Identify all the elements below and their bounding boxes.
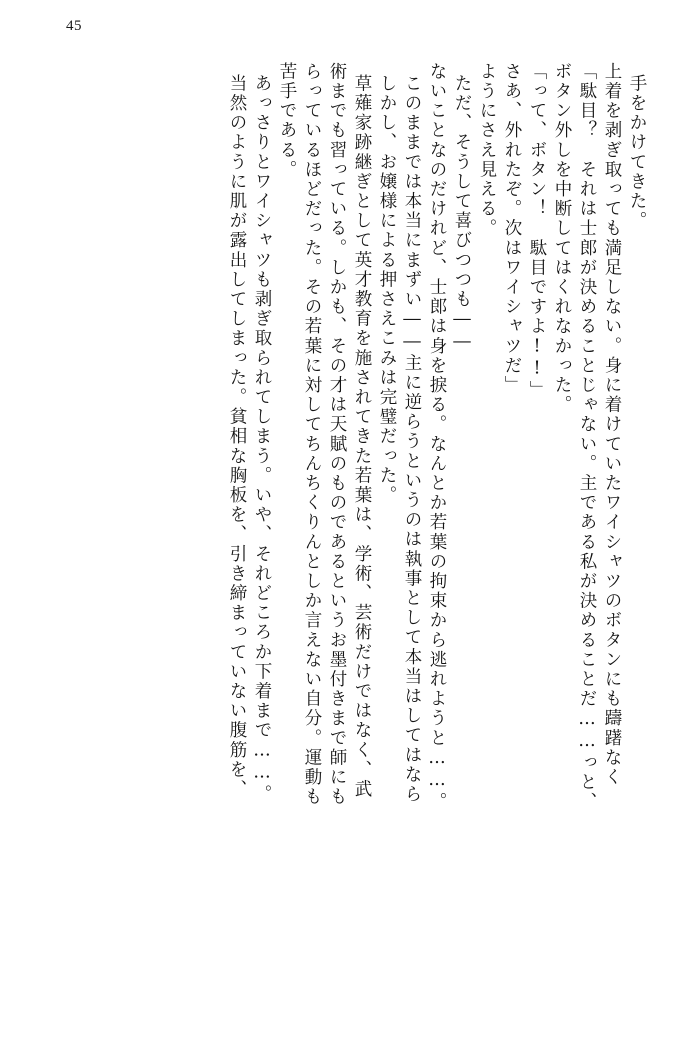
- text-line: 「駄目？ それは士郎が決めることじゃない。主である私が決めることだ……っと、: [577, 62, 597, 812]
- text-line: さあ、外れたぞ。次はワイシャツだ」: [502, 62, 522, 396]
- text-line: このままでは本当にまずい――主に逆らうというのは執事として本当はしてはなら: [402, 74, 422, 805]
- text-line: 苦手である。: [277, 62, 297, 180]
- text-line: 当然のように肌が露出してしまった。貧相な胸板を、引き締まっていない腹筋を、: [227, 74, 247, 800]
- text-line: あっさりとワイシャツも剥ぎ取られてしまう。いや、それどころか下着まで……。: [252, 74, 272, 805]
- text-line: 手をかけてきた。: [627, 74, 647, 231]
- page-number: 45: [66, 18, 82, 34]
- text-line: ないことなのだけれど、士郎は身を捩る。なんとか若葉の拘束から逃れようと……。: [427, 62, 447, 812]
- text-line: ただ、そうして喜びつつも――: [452, 74, 472, 354]
- text-line: らっているほどだった。その若葉に対してちんちくりんとしか言えない自分。運動も: [302, 62, 322, 807]
- text-line: ようにさえ見える。: [477, 62, 497, 239]
- text-line: 術までも習っている。しかも、その才は天賦のものであるというお墨付きまで師にも: [327, 62, 347, 807]
- text-line: 草薙家跡継ぎとして英才教育を施されてきた若葉は、学術、芸術だけではなく、武: [352, 74, 372, 800]
- text-line: 「って、ボタン！ 駄目ですよ!!」: [527, 62, 547, 401]
- text-line: 上着を剥ぎ取っても満足しない。身に着けていたワイシャツのボタンにも躊躇なく: [602, 62, 622, 788]
- text-line: しかし、お嬢様による押さえこみは完璧だった。: [377, 74, 397, 506]
- vertical-text-block: [48, 62, 645, 1020]
- text-line: ボタン外しを中断してはくれなかった。: [552, 62, 572, 415]
